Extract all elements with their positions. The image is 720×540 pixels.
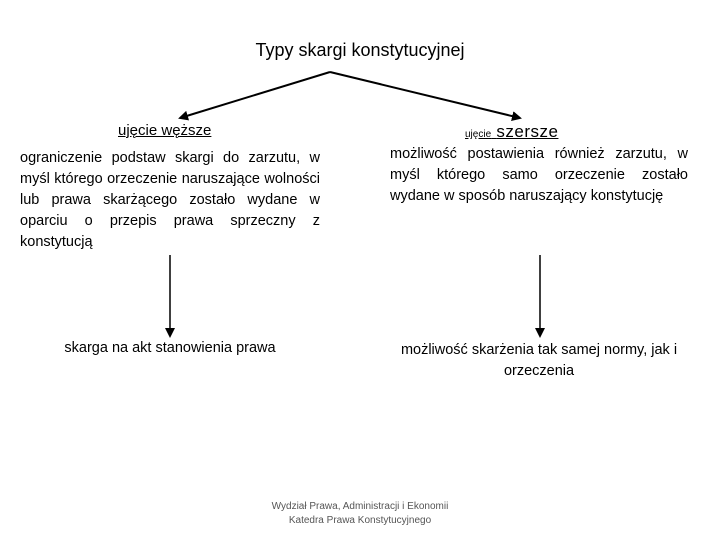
footer	[0, 500, 720, 528]
narrow-approach-label: ujęcie węższe	[118, 122, 212, 139]
broad-approach-label	[465, 122, 558, 142]
broad-label-large: szersze	[496, 122, 559, 141]
broad-approach-description: możliwość postawienia również zarzutu, w myśl którego samo orzeczenie zostało wydane w sposób naruszający konstytucję	[390, 146, 688, 204]
narrow-approach-result: skarga na akt stanowienia prawa	[64, 340, 276, 356]
footer-line-faculty: Wydział Prawa, Administracji i Ekonomii	[271, 501, 449, 512]
arrow-title-to-broad	[330, 72, 520, 118]
broad-label-small: ujęcie	[465, 129, 492, 140]
arrow-title-to-narrow	[180, 72, 330, 118]
footer-line-department: Katedra Prawa Konstytucyjnego	[288, 515, 432, 526]
diagram-title: Typy skargi konstytucyjnej	[255, 40, 465, 60]
broad-approach-result: możliwość skarżenia tak samej normy, jak i orzeczenia	[400, 342, 678, 379]
narrow-approach-description: ograniczenie podstaw skargi do zarzutu, w myśl którego orzeczenie naruszające wolności lub prawa skarżącego zostało wydane w oparciu o przepis prawa sprzeczny z konstytucją	[20, 150, 320, 250]
